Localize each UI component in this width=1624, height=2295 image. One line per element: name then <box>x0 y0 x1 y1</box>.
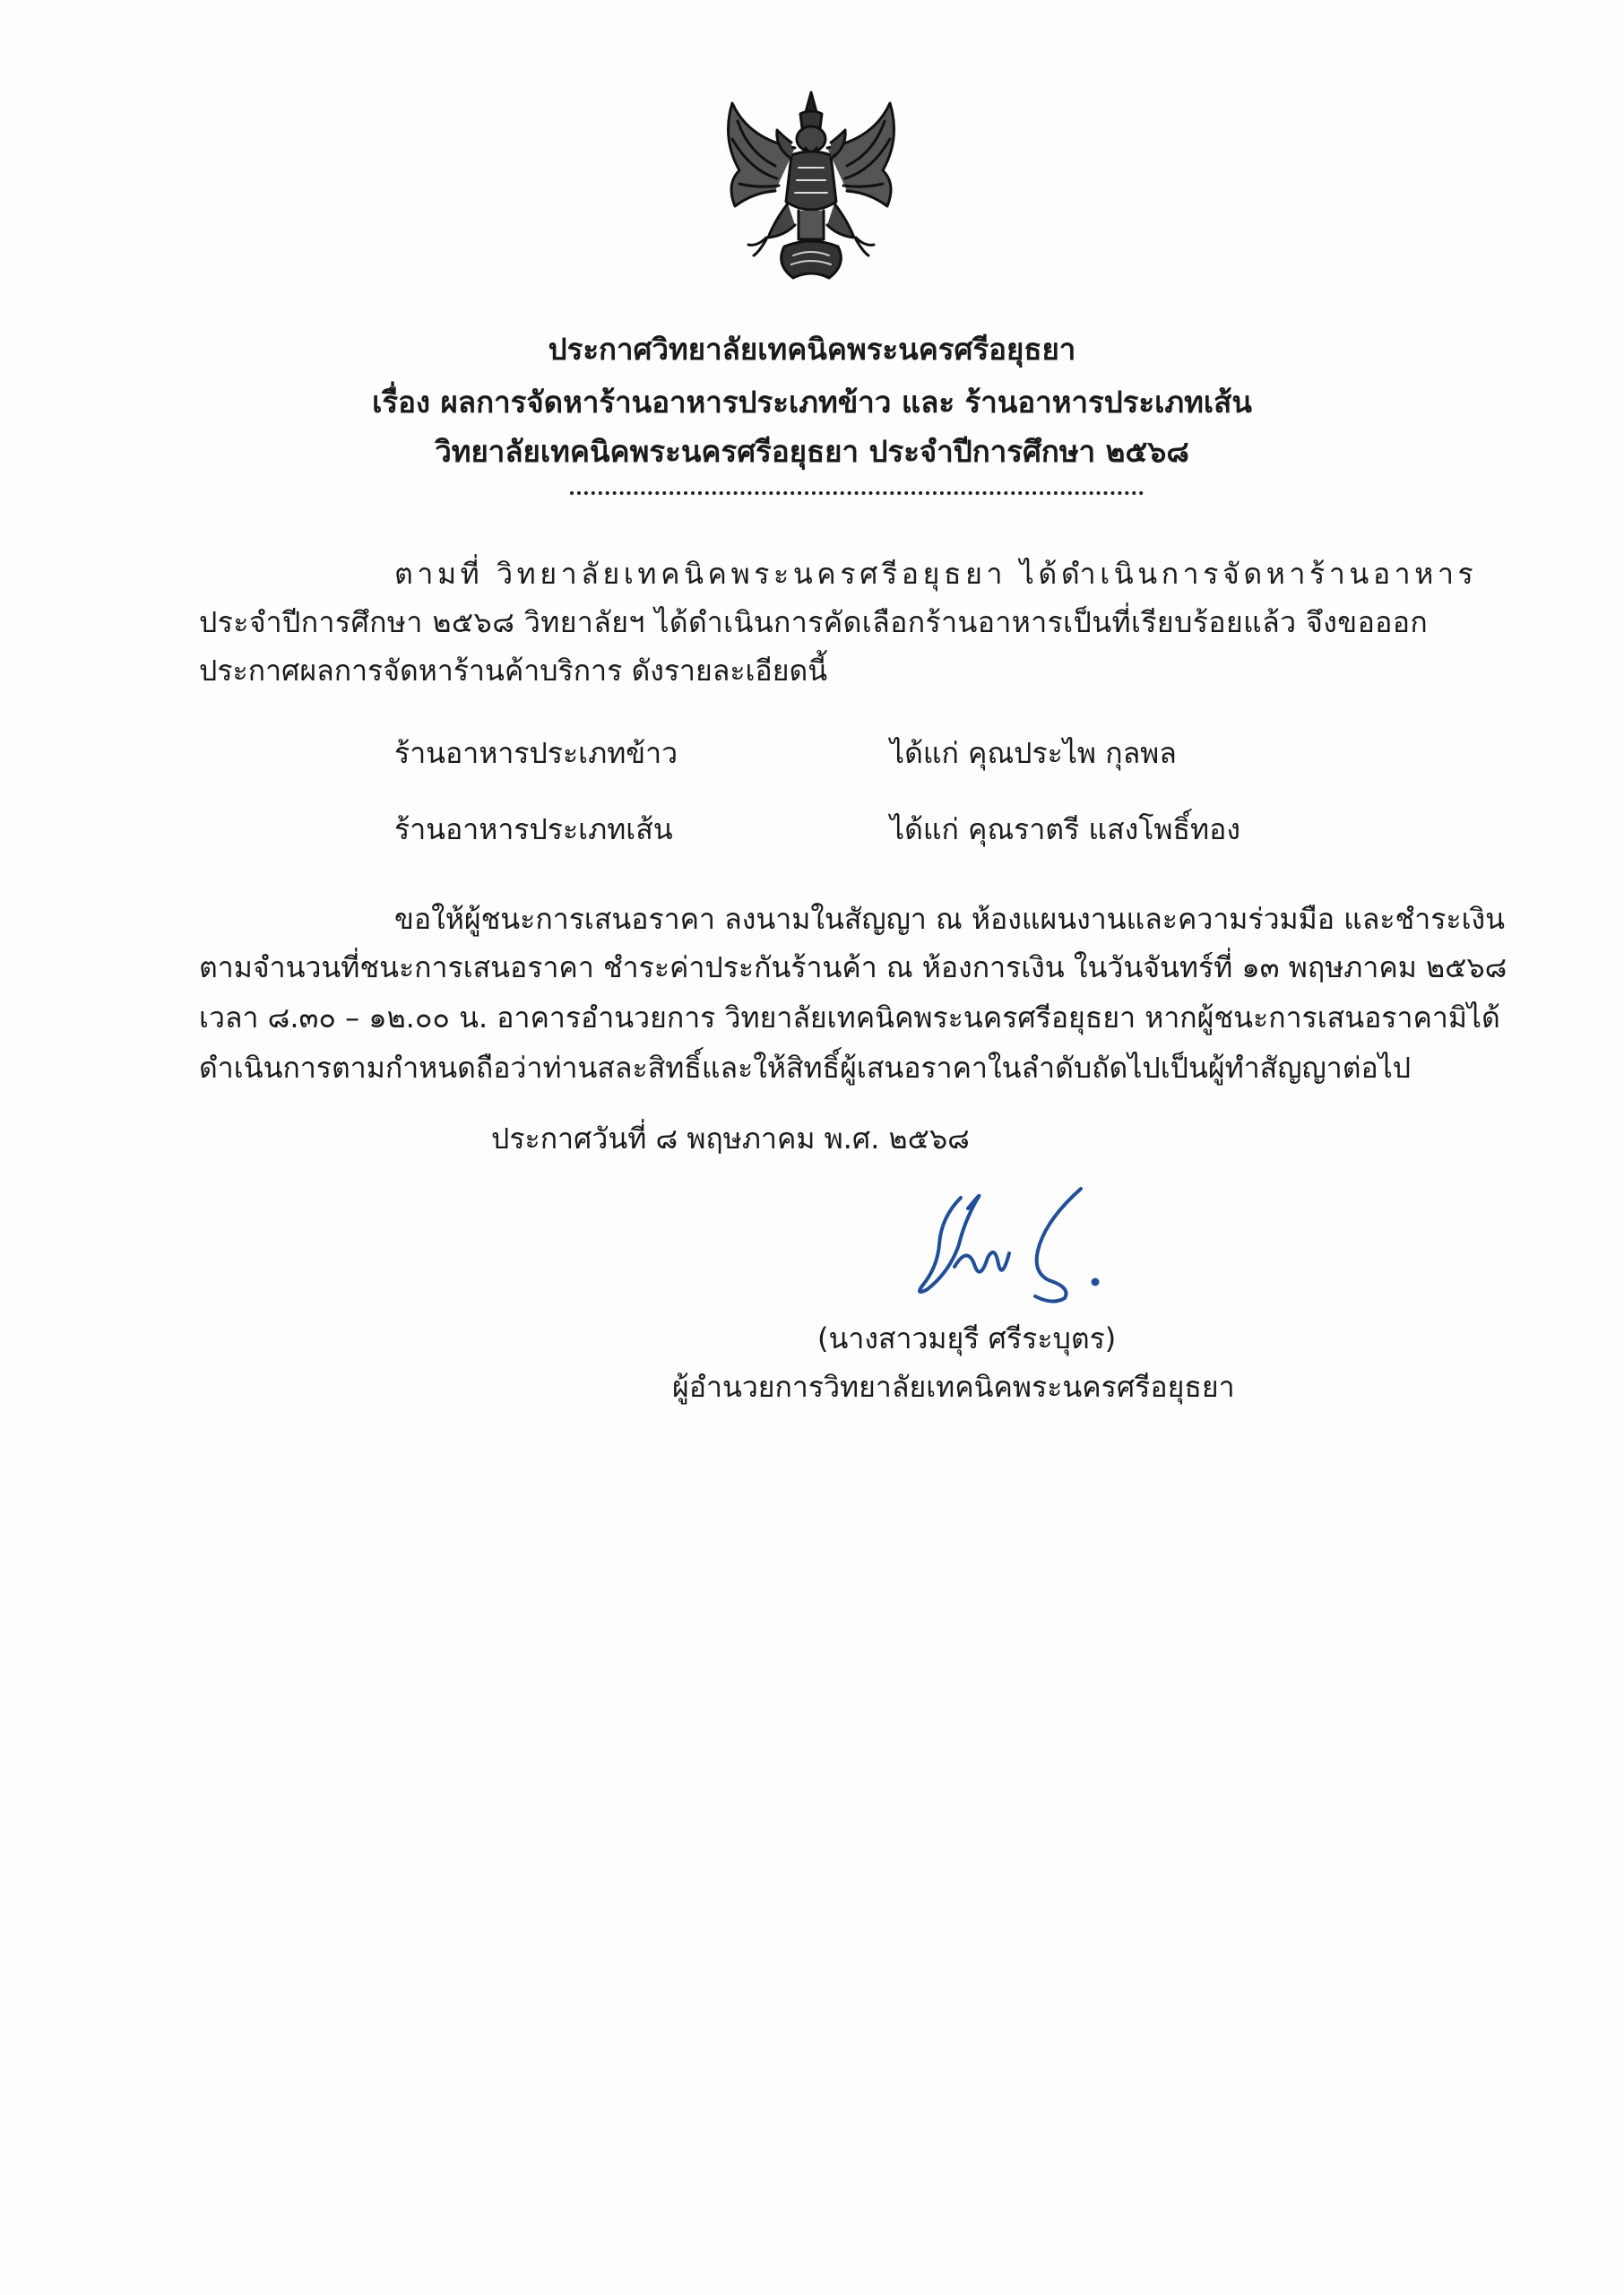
paragraph1-line3: ประกาศผลการจัดหาร้านค้าบริการ ดังรายละเอียดนี้ <box>199 654 828 688</box>
dotted-divider <box>570 491 1144 495</box>
paragraph2-line4: ดำเนินการตามกำหนดถือว่าท่านสละสิทธิ์และให้สิทธิ์ผู้เสนอราคาในลำดับถัดไปเป็นผู้ทำสัญญาต่อไป <box>199 1051 1412 1085</box>
paragraph2-line2: ตามจำนวนที่ชนะการเสนอราคา ชำระค่าประกันร้านค้า ณ ห้องการเงิน ในวันจันทร์ที่ ๑๓ พฤษภาคม ๒๕๖๘ <box>199 950 1507 984</box>
result-category-rice: ร้านอาหารประเภทข้าว <box>394 736 678 770</box>
result-winner-rice: ได้แก่ คุณประไพ กุลพล <box>890 736 1177 770</box>
garuda-emblem-icon <box>713 85 910 296</box>
announcement-title: ประกาศวิทยาลัยเทคนิคพระนครศรีอยุธยา <box>548 332 1076 367</box>
announcement-date: ประกาศวันที่ ๘ พฤษภาคม พ.ศ. ๒๕๖๘ <box>491 1122 970 1156</box>
announcement-subject: เรื่อง ผลการจัดหาร้านอาหารประเภทข้าว และ ร้านอาหารประเภทเส้น <box>372 385 1252 420</box>
signature-image <box>905 1182 1111 1307</box>
announcement-subtitle: วิทยาลัยเทคนิคพระนครศรีอยุธยา ประจำปีการศึกษา ๒๕๖๘ <box>435 434 1189 469</box>
paragraph1-line1: ตามที่ วิทยาลัยเทคนิคพระนครศรีอยุธยา ได้ดำเนินการจัดหาร้านอาหาร <box>394 557 1478 591</box>
signer-position: ผู้อำนวยการวิทยาลัยเทคนิคพระนครศรีอยุธยา <box>672 1370 1235 1404</box>
result-category-noodle: ร้านอาหารประเภทเส้น <box>394 812 673 846</box>
paragraph2-line1: ขอให้ผู้ชนะการเสนอราคา ลงนามในสัญญา ณ ห้องแผนงานและความร่วมมือ และชำระเงิน <box>394 902 1506 936</box>
result-winner-noodle: ได้แก่ คุณราตรี แสงโพธิ์ทอง <box>890 812 1240 846</box>
paragraph1-line2: ประจำปีการศึกษา ๒๕๖๘ วิทยาลัยฯ ได้ดำเนินการคัดเลือกร้านอาหารเป็นที่เรียบร้อยแล้ว จึงขอออก <box>199 605 1429 639</box>
paragraph2-line3: เวลา ๘.๓๐ – ๑๒.๐๐ น. อาคารอำนวยการ วิทยาลัยเทคนิคพระนครศรีอยุธยา หากผู้ชนะการเสนอราคามิได้ <box>199 1000 1500 1035</box>
signer-name: (นางสาวมยุรี ศรีระบุตร) <box>817 1321 1117 1355</box>
